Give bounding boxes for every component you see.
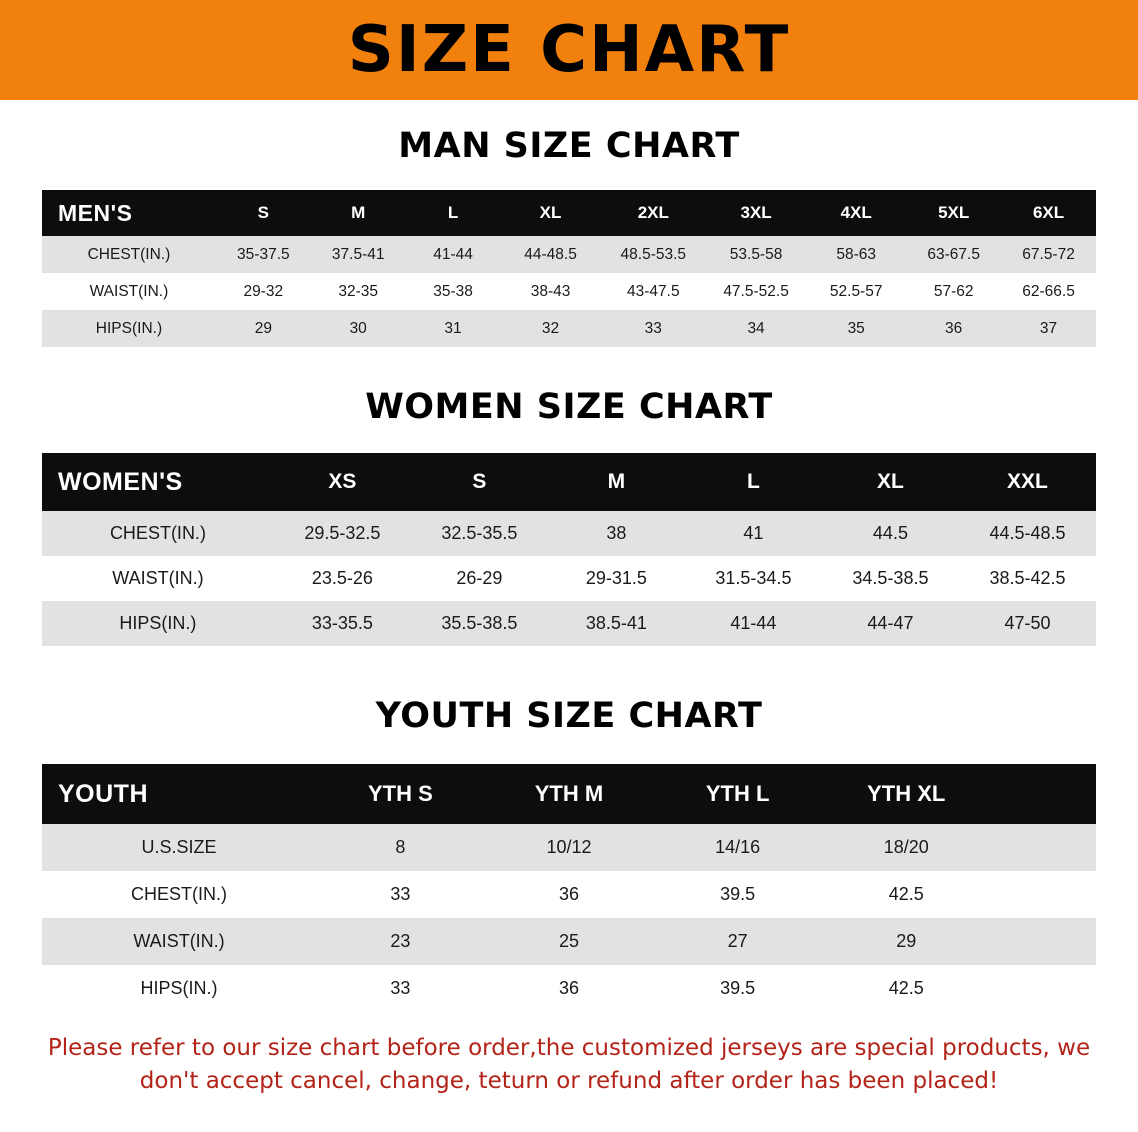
women-header-xl: XL xyxy=(822,453,959,511)
table-cell: 23 xyxy=(316,918,485,965)
youth-row-label-chest: CHEST(IN.) xyxy=(42,871,316,918)
men-header-4xl: 4XL xyxy=(806,190,906,236)
table-cell: 37 xyxy=(1001,310,1096,347)
table-header-row xyxy=(42,453,1096,511)
table-cell: 41 xyxy=(685,511,822,556)
men-header-6xl: 6XL xyxy=(1001,190,1096,236)
table-cell: 33 xyxy=(316,965,485,1012)
page-banner xyxy=(0,0,1138,100)
table-cell: 44-47 xyxy=(822,601,959,646)
table-row xyxy=(42,871,1096,918)
table-row xyxy=(42,601,1096,646)
page-title: SIZE CHART xyxy=(347,13,791,87)
youth-header-spacer xyxy=(991,764,1096,824)
table-cell: 39.5 xyxy=(653,871,822,918)
table-cell: 32-35 xyxy=(311,273,406,310)
table-row xyxy=(42,556,1096,601)
table-cell: 8 xyxy=(316,824,485,871)
youth-header-label: YOUTH xyxy=(42,764,316,824)
youth-row-label-hips: HIPS(IN.) xyxy=(42,965,316,1012)
table-cell: 29 xyxy=(216,310,311,347)
women-row-label-chest: CHEST(IN.) xyxy=(42,511,274,556)
table-cell: 31.5-34.5 xyxy=(685,556,822,601)
table-cell: 58-63 xyxy=(806,236,906,273)
table-row xyxy=(42,918,1096,965)
youth-size-table xyxy=(42,764,1096,1012)
table-row xyxy=(42,236,1096,273)
men-row-label-waist: WAIST(IN.) xyxy=(42,273,216,310)
table-cell: 38 xyxy=(548,511,685,556)
table-row xyxy=(42,824,1096,871)
table-cell-empty xyxy=(991,918,1096,965)
youth-header-ythxl: YTH XL xyxy=(822,764,991,824)
table-cell: 38-43 xyxy=(500,273,600,310)
youth-table-wrap xyxy=(42,764,1096,1012)
table-cell: 41-44 xyxy=(406,236,501,273)
table-cell: 29-31.5 xyxy=(548,556,685,601)
women-header-s: S xyxy=(411,453,548,511)
table-cell: 37.5-41 xyxy=(311,236,406,273)
table-cell: 25 xyxy=(485,918,654,965)
table-cell: 42.5 xyxy=(822,965,991,1012)
table-cell: 35-38 xyxy=(406,273,501,310)
men-header-label: MEN'S xyxy=(42,190,216,236)
youth-header-ythl: YTH L xyxy=(653,764,822,824)
women-size-table xyxy=(42,453,1096,646)
table-cell: 35-37.5 xyxy=(216,236,311,273)
table-cell: 27 xyxy=(653,918,822,965)
table-cell: 30 xyxy=(311,310,406,347)
youth-header-ythm: YTH M xyxy=(485,764,654,824)
women-row-label-hips: HIPS(IN.) xyxy=(42,601,274,646)
table-cell: 29.5-32.5 xyxy=(274,511,411,556)
table-cell: 33 xyxy=(316,871,485,918)
women-header-xs: XS xyxy=(274,453,411,511)
table-cell: 53.5-58 xyxy=(706,236,806,273)
women-header-l: L xyxy=(685,453,822,511)
table-cell: 47.5-52.5 xyxy=(706,273,806,310)
man-table-wrap xyxy=(42,190,1096,347)
disclaimer-note: Please refer to our size chart before order,the customized jerseys are special products, we don't accept cancel, change, teturn or refund after order has been placed! xyxy=(47,1035,1091,1095)
youth-row-label-ussize: U.S.SIZE xyxy=(42,824,316,871)
table-cell: 42.5 xyxy=(822,871,991,918)
table-cell: 31 xyxy=(406,310,501,347)
men-header-m: M xyxy=(311,190,406,236)
table-cell: 35.5-38.5 xyxy=(411,601,548,646)
table-cell: 18/20 xyxy=(822,824,991,871)
men-header-3xl: 3XL xyxy=(706,190,806,236)
table-cell: 47-50 xyxy=(959,601,1096,646)
table-cell: 63-67.5 xyxy=(906,236,1001,273)
women-header-xxl: XXL xyxy=(959,453,1096,511)
women-header-label: WOMEN'S xyxy=(42,453,274,511)
women-table-wrap xyxy=(42,453,1096,646)
table-cell: 36 xyxy=(485,965,654,1012)
table-cell: 32 xyxy=(500,310,600,347)
table-cell: 38.5-41 xyxy=(548,601,685,646)
table-row xyxy=(42,310,1096,347)
men-header-s: S xyxy=(216,190,311,236)
table-cell: 62-66.5 xyxy=(1001,273,1096,310)
table-header-row xyxy=(42,190,1096,236)
women-row-label-waist: WAIST(IN.) xyxy=(42,556,274,601)
table-cell-empty xyxy=(991,871,1096,918)
table-cell: 39.5 xyxy=(653,965,822,1012)
table-cell: 34.5-38.5 xyxy=(822,556,959,601)
table-cell: 29-32 xyxy=(216,273,311,310)
table-cell: 26-29 xyxy=(411,556,548,601)
table-cell: 44-48.5 xyxy=(500,236,600,273)
youth-header-yths: YTH S xyxy=(316,764,485,824)
table-cell: 67.5-72 xyxy=(1001,236,1096,273)
table-cell: 14/16 xyxy=(653,824,822,871)
table-cell: 44.5-48.5 xyxy=(959,511,1096,556)
table-cell: 35 xyxy=(806,310,906,347)
table-cell: 52.5-57 xyxy=(806,273,906,310)
table-cell: 33 xyxy=(601,310,706,347)
youth-section-title: YOUTH SIZE CHART xyxy=(375,696,763,736)
man-section-title: MAN SIZE CHART xyxy=(398,126,740,166)
men-row-label-hips: HIPS(IN.) xyxy=(42,310,216,347)
table-cell: 36 xyxy=(906,310,1001,347)
table-cell: 32.5-35.5 xyxy=(411,511,548,556)
women-section-title: WOMEN SIZE CHART xyxy=(365,387,773,427)
table-cell: 38.5-42.5 xyxy=(959,556,1096,601)
table-row xyxy=(42,965,1096,1012)
men-row-label-chest: CHEST(IN.) xyxy=(42,236,216,273)
table-cell: 57-62 xyxy=(906,273,1001,310)
men-header-5xl: 5XL xyxy=(906,190,1001,236)
man-size-table xyxy=(42,190,1096,347)
table-cell: 33-35.5 xyxy=(274,601,411,646)
table-cell: 41-44 xyxy=(685,601,822,646)
men-header-2xl: 2XL xyxy=(601,190,706,236)
table-header-row xyxy=(42,764,1096,824)
table-cell: 34 xyxy=(706,310,806,347)
youth-row-label-waist: WAIST(IN.) xyxy=(42,918,316,965)
women-header-m: M xyxy=(548,453,685,511)
table-cell-empty xyxy=(991,965,1096,1012)
table-cell: 29 xyxy=(822,918,991,965)
table-cell: 10/12 xyxy=(485,824,654,871)
men-header-xl: XL xyxy=(500,190,600,236)
table-row xyxy=(42,273,1096,310)
table-cell: 43-47.5 xyxy=(601,273,706,310)
table-row xyxy=(42,511,1096,556)
table-cell: 23.5-26 xyxy=(274,556,411,601)
table-cell: 44.5 xyxy=(822,511,959,556)
table-cell: 36 xyxy=(485,871,654,918)
table-cell: 48.5-53.5 xyxy=(601,236,706,273)
table-cell-empty xyxy=(991,824,1096,871)
men-header-l: L xyxy=(406,190,501,236)
